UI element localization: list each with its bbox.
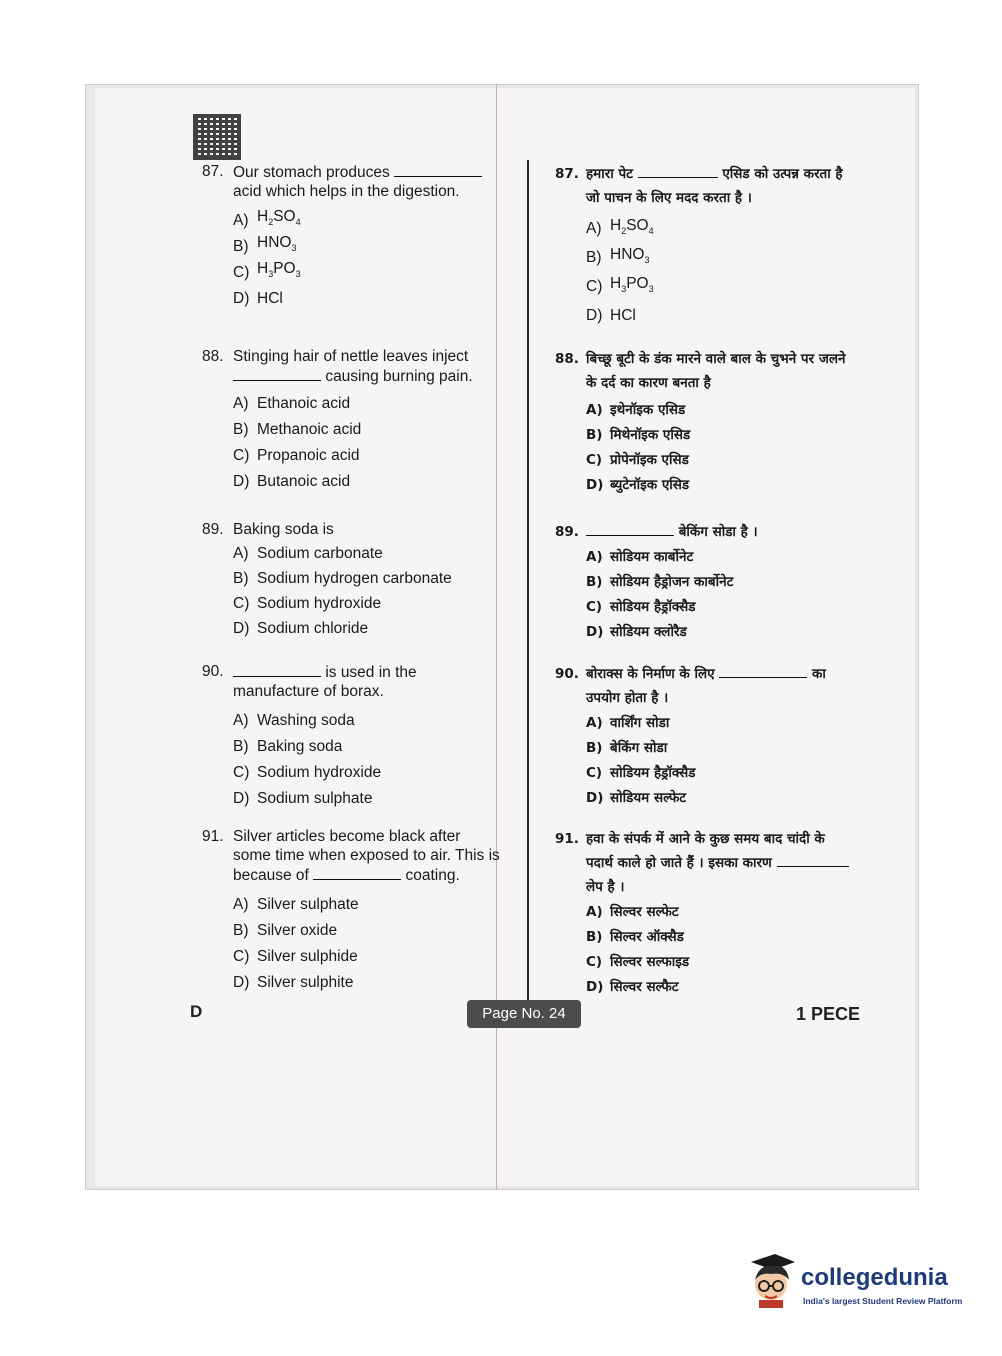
option-d: D) Butanoic acid [233,472,351,490]
option-c: C) Silver sulphide [233,947,358,965]
answer-blank [719,663,807,678]
option-b: B) बेकिंग सोडा [586,739,668,756]
question-91-hi [555,827,855,999]
option-d: D) Sodium chloride [233,620,369,637]
answer-blank [638,163,718,178]
question-87-hi [555,162,855,330]
options [586,899,855,999]
question-text-cont: का उपयोग होता है । [586,666,826,706]
option-b: B) मिथेनॉइक एसिड [586,426,691,443]
question-text-cont: acid which helps in the digestion. [233,183,460,200]
options [233,541,502,641]
question-text: Silver articles become black after some time when exposed to air. This is because of [233,828,500,884]
brand-tagline: India's largest Student Review Platform [803,1296,963,1306]
option-c: C) Propanoic acid [233,446,360,464]
answer-blank [313,865,401,880]
answer-blank [777,852,849,867]
option-d: D) सोडियम सल्फेट [586,789,687,806]
question-text: Stinging hair of nettle leaves inject [233,348,469,365]
question-91-en [202,827,502,995]
option-a: A) सोडियम कार्बोनेट [586,548,694,565]
options [586,214,855,330]
option-a: A) $H_2SO_4$ [586,216,654,237]
option-d: D) Silver sulphite [233,973,354,991]
question-89-en [202,520,502,641]
question-number: 91. [202,828,224,845]
qr-code-icon [193,114,241,160]
question-text-cont: एसिड को उत्पन्न करता है जो पाचन के लिए मदद करता है । [586,166,843,206]
question-text: बेकिंग सोडा है । [678,524,758,540]
option-d: D) ब्युटेनॉइक एसिड [586,476,690,493]
option-b: B) सिल्वर ऑक्सैड [586,928,684,945]
mascot-icon [745,1252,797,1308]
options [233,891,502,995]
question-90-hi [555,662,855,810]
question-number: 90. [555,666,579,682]
options [233,707,502,811]
question-number: 91. [555,831,579,847]
options [233,207,502,311]
option-c: C) सोडियम हैड्रॉक्सैड [586,598,696,615]
question-number: 89. [555,524,579,540]
question-text: बिच्छू बूटी के डंक मारने वाले बाल के चुभने पर जलने के दर्द का कारण बनता है [586,351,846,391]
options [233,390,502,494]
collegedunia-logo[interactable] [745,1250,970,1315]
option-c: C) $H_3PO_3$ [233,260,301,281]
option-b: B) सोडियम हैड्रोजन कार्बोनेट [586,573,734,590]
option-a: A) $H_2SO_4$ [233,208,301,229]
option-b: B) Methanoic acid [233,420,362,438]
column-divider [527,160,529,1000]
option-c: C) Sodium hydroxide [233,763,382,781]
option-c: C) $H_3PO_3$ [586,274,654,295]
option-d: D) सिल्वर सल्फैट [586,978,679,995]
question-text: हमारा पेट [586,166,633,182]
question-number: 87. [202,163,224,180]
question-text: is used in the manufacture of borax. [233,664,417,700]
option-c: C) सिल्वर सल्फाइड [586,953,690,970]
option-a: A) Silver sulphate [233,895,359,913]
options [586,397,855,497]
question-text-cont: causing burning pain. [325,368,473,385]
question-text: Baking soda is [233,521,334,538]
option-b: B) Sodium hydrogen carbonate [233,570,452,587]
question-88-en [202,347,502,494]
option-c: C) प्रोपेनॉइक एसिड [586,451,689,468]
option-b: B) $HNO_3$ [586,245,650,266]
paper-code: 1 PECE [796,1004,861,1024]
option-a: A) वार्शिंग सोडा [586,714,670,731]
option-a: A) इथेनॉइक एसिड [586,401,686,418]
question-88-hi [555,347,855,497]
option-b: B) Silver oxide [233,921,338,939]
answer-blank [394,162,482,177]
booklet-set-label: D [190,1002,203,1021]
option-a: A) Sodium carbonate [233,545,383,562]
question-number: 88. [555,351,579,367]
options [586,544,855,644]
question-number: 90. [202,663,224,680]
answer-blank [233,662,321,677]
option-a: A) Washing soda [233,711,355,729]
option-d: D) HCl [233,289,283,307]
option-d: D) सोडियम क्लोरैड [586,623,687,640]
answer-blank [586,521,674,536]
question-text-cont: लेप है । [586,879,625,895]
question-87-en [202,162,502,311]
option-c: C) Sodium hydroxide [233,595,382,612]
question-number: 89. [202,521,224,538]
question-text-cont: coating. [405,867,460,884]
page-number-badge: Page No. 24 [467,1000,581,1028]
question-number: 88. [202,348,224,365]
option-a: A) सिल्वर सल्फेट [586,903,679,920]
answer-blank [233,366,321,381]
question-text: Our stomach produces [233,164,390,181]
question-text: हवा के संपर्क में आने के कुछ समय बाद चांदी के पदार्थ काले हो जाते हैं । इसका कारण [586,831,825,871]
option-b: B) Baking soda [233,737,343,755]
option-d: D) Sodium sulphate [233,789,373,807]
option-d: D) HCl [586,306,636,324]
question-text: बोराक्स के निर्माण के लिए [586,666,715,682]
question-number: 87. [555,166,579,182]
brand-name: collegedunia [801,1264,948,1291]
option-b: B) $HNO_3$ [233,234,297,255]
option-c: C) सोडियम हैड्रॉक्सैड [586,764,696,781]
question-90-en [202,662,502,811]
option-a: A) Ethanoic acid [233,394,351,412]
question-89-hi [555,520,855,644]
options [586,710,855,810]
